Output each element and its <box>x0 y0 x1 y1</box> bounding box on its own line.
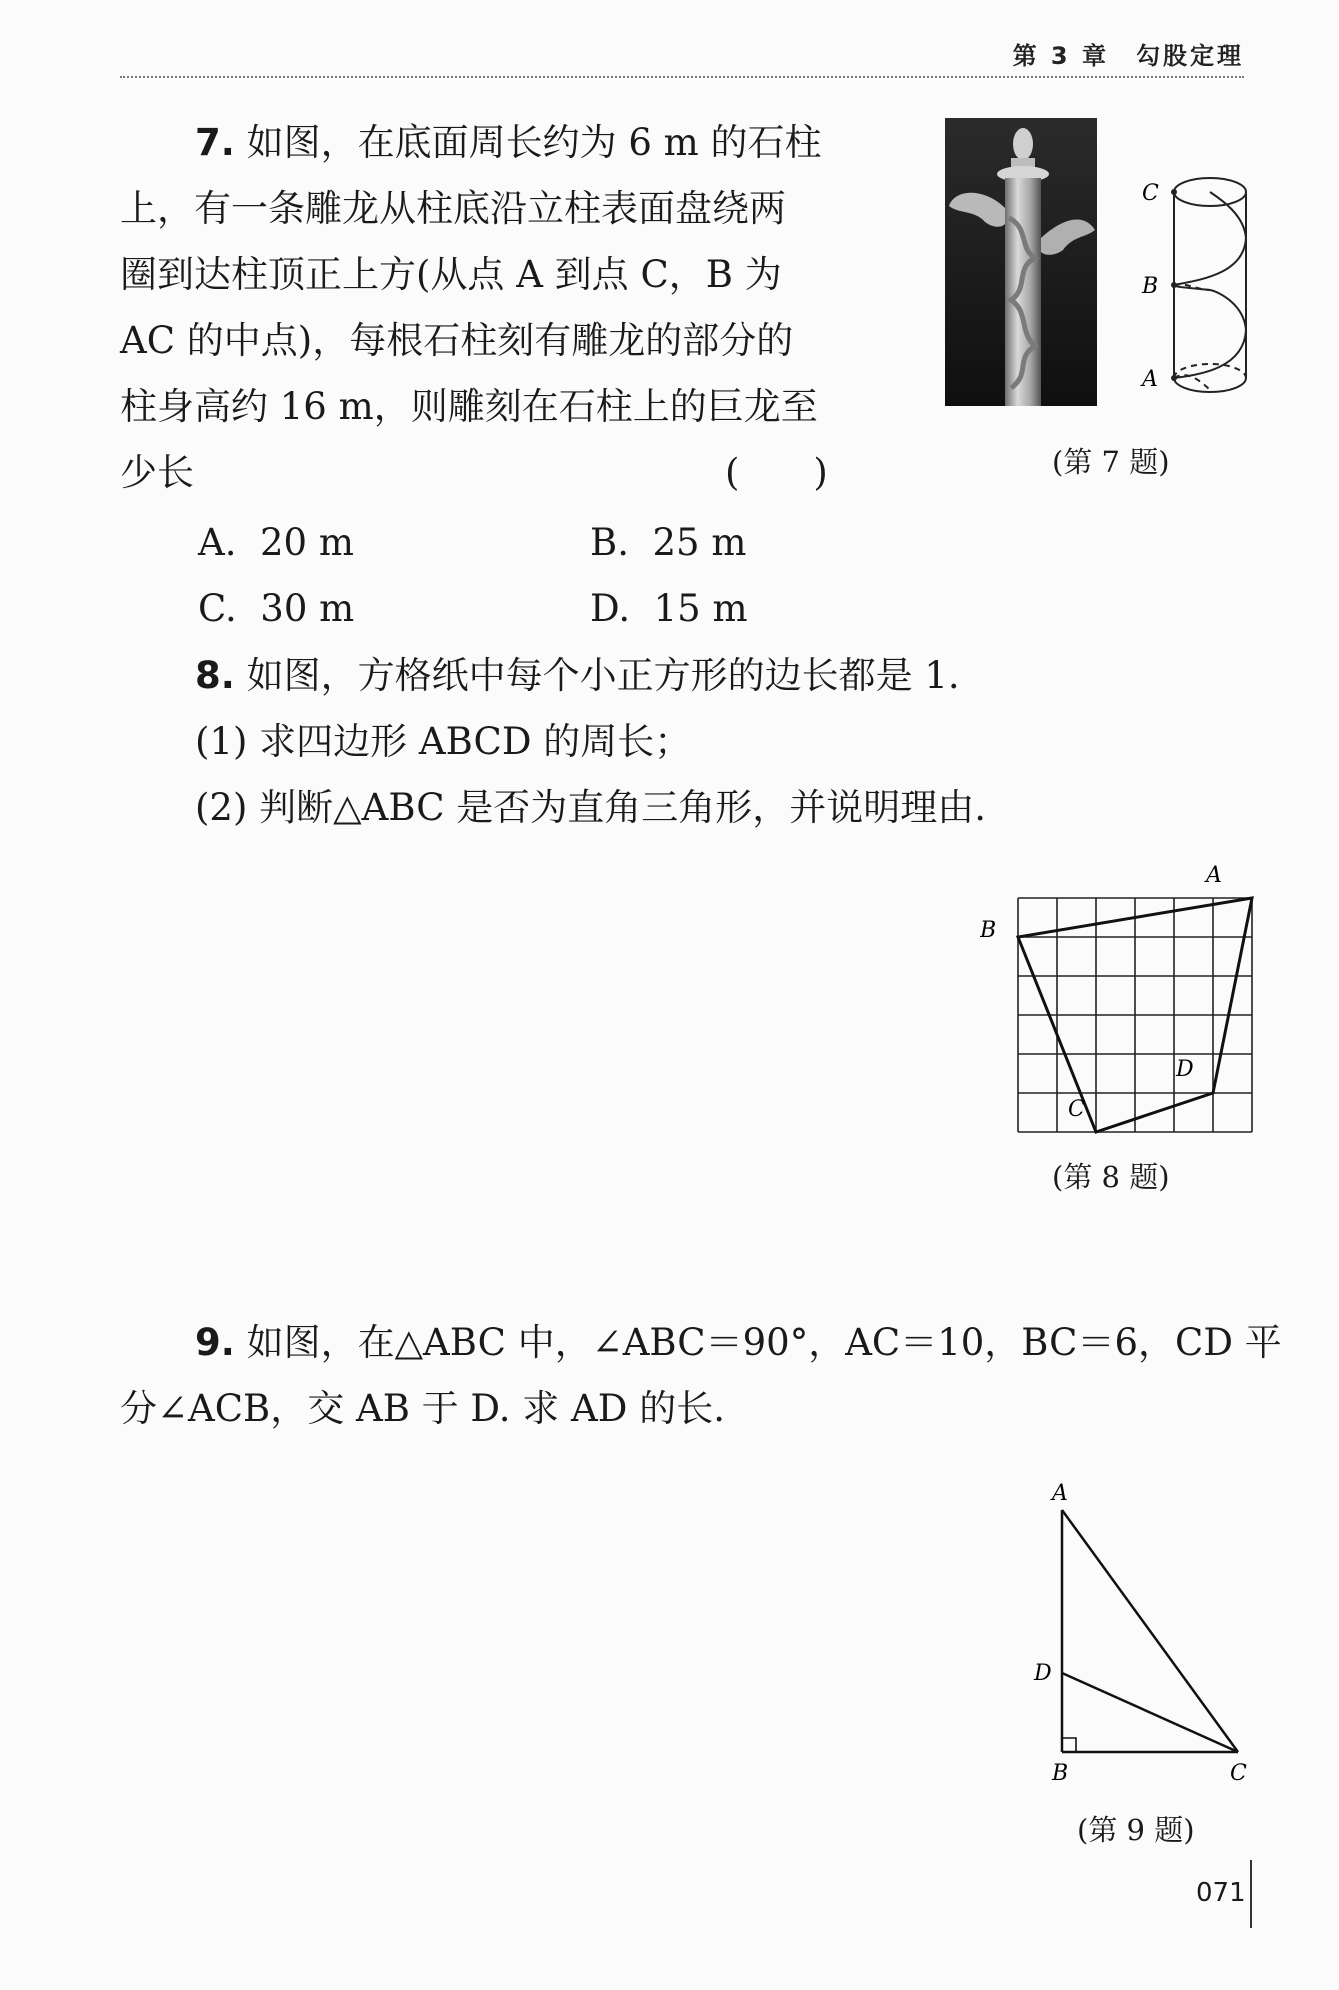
q9-label-c: C <box>1230 1761 1247 1786</box>
q8-part-1: (1) 求四边形 ABCD 的周长； <box>195 720 692 763</box>
q7-line-4: AC 的中点)，每根石柱刻有雕龙的部分的 <box>120 319 794 362</box>
q7-pillar-photo <box>945 118 1097 406</box>
q7-line-5: 柱身高约 16 m，则雕刻在石柱上的巨龙至 <box>120 385 818 428</box>
q9-label-d: D <box>1034 1661 1052 1686</box>
q7-line-2: 上，有一条雕龙从柱底沿立柱表面盘绕两 <box>120 187 786 230</box>
q9-label-b: B <box>1052 1761 1069 1786</box>
q7-option-c[interactable]: C. 30 m <box>198 587 355 630</box>
q7-label-a: A <box>1142 367 1158 392</box>
page-number: 071 <box>1196 1878 1246 1908</box>
q8-part-2: (2) 判断△ABC 是否为直角三角形，并说明理由. <box>195 786 987 829</box>
q9-number: 9. <box>195 1321 235 1364</box>
q8-label-a: A <box>1206 863 1222 888</box>
q8-label-b: B <box>980 918 997 943</box>
q8-grid-figure <box>980 860 1260 1144</box>
q9-triangle-figure <box>1030 1480 1250 1800</box>
q8-caption: (第 8 题) <box>1052 1160 1170 1194</box>
q9-line-1: 9. 如图，在△ABC 中，∠ABC＝90°，AC＝10，BC＝6，CD 平 <box>195 1321 1282 1364</box>
q9-bisector-cd <box>1062 1673 1238 1752</box>
q7-number: 7. <box>195 121 235 164</box>
q8-number: 8. <box>195 654 235 697</box>
page-header <box>120 34 1244 78</box>
chapter-title: 第 3 章 勾股定理 <box>1012 42 1244 70</box>
q7-option-b[interactable]: B. 25 m <box>590 521 747 564</box>
q7-option-d[interactable]: D. 15 m <box>590 587 748 630</box>
q7-label-c: C <box>1142 181 1159 206</box>
page-edge-bar <box>1250 1860 1252 1928</box>
q8-line-1: 8. 如图，方格纸中每个小正方形的边长都是 1. <box>195 654 960 697</box>
q8-label-d: D <box>1176 1057 1194 1082</box>
q8-label-c: C <box>1068 1097 1085 1122</box>
q7-line-1: 7. 如图，在底面周长约为 6 m 的石柱 <box>195 121 822 164</box>
q9-right-angle-mark <box>1062 1738 1076 1752</box>
q7-line-3: 圈到达柱顶正上方(从点 A 到点 C，B 为 <box>120 253 782 296</box>
q7-label-b: B <box>1142 274 1159 299</box>
q7-caption: (第 7 题) <box>1052 445 1170 479</box>
q7-option-a[interactable]: A. 20 m <box>198 521 354 564</box>
q9-line-2: 分∠ACB，交 AB 于 D. 求 AD 的长. <box>120 1387 725 1430</box>
q9-side-ac <box>1062 1510 1238 1752</box>
q9-caption: (第 9 题) <box>1077 1813 1195 1847</box>
q9-label-a: A <box>1052 1481 1068 1506</box>
q7-cylinder-figure <box>1130 170 1260 410</box>
q7-answer-blank[interactable]: ( ) <box>725 451 828 494</box>
q7-line-6: 少长 <box>120 451 194 494</box>
